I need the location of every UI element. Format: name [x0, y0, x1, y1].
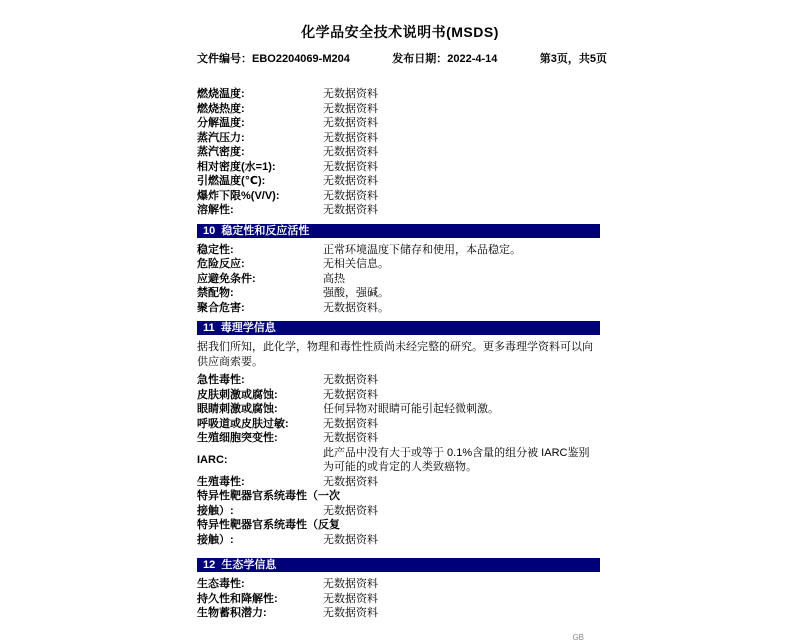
field-value: 无数据资料 — [323, 146, 378, 158]
field-row — [197, 446, 600, 475]
section-ecology — [197, 577, 600, 621]
field-row — [197, 87, 600, 102]
doc-meta-row — [197, 50, 607, 66]
field-label: 应避免条件: — [197, 272, 256, 285]
section-12-header-bar: 12 生态学信息 — [197, 558, 600, 572]
field-value: 任何异物对眼睛可能引起轻微刺激。 — [323, 403, 499, 415]
issue-date-label: 发布日期： — [392, 53, 448, 65]
field-row — [197, 606, 600, 621]
section-10-header-bar: 10 稳定性和反应活性 — [197, 224, 600, 238]
issue-date — [392, 50, 497, 66]
field-row — [197, 417, 600, 432]
field-value: 强酸，强碱。 — [323, 287, 389, 299]
field-label: 燃烧温度: — [197, 88, 245, 100]
field-value: 无数据资料 — [323, 533, 378, 546]
field-label: 蒸汽密度: — [197, 146, 245, 158]
field-value: 无数据资料 — [323, 117, 378, 129]
field-label: 稳定性: — [197, 243, 234, 256]
field-label: 持久性和降解性: — [197, 592, 278, 605]
field-label: 相对密度(水=1): — [197, 160, 276, 173]
field-value: 无数据资料 — [323, 388, 378, 401]
field-value: 无数据资料 — [323, 578, 378, 590]
field-row — [197, 475, 600, 490]
field-value: 无数据资料 — [323, 475, 378, 488]
field-value: 高热 — [323, 272, 345, 285]
field-label: 燃烧热度: — [197, 102, 245, 115]
field-row — [197, 388, 600, 403]
field-label: 生态毒性: — [197, 578, 245, 590]
field-label: 引燃温度(℃): — [197, 175, 266, 187]
field-row — [197, 373, 600, 388]
field-row — [197, 257, 600, 272]
field-label: 特异性靶器官系统毒性（一次接触）: — [197, 490, 340, 517]
section-physical-properties — [197, 87, 600, 218]
issue-date-value: 2022-4-14 — [447, 53, 498, 65]
field-row — [197, 286, 600, 301]
field-label: 生殖细胞突变性: — [197, 432, 278, 444]
field-value: 无数据资料 — [323, 102, 378, 115]
field-value: 无数据资料 — [323, 374, 378, 386]
field-row — [197, 189, 600, 204]
field-row — [197, 160, 600, 175]
section-toxicology — [197, 373, 600, 547]
field-value: 无数据资料 — [323, 88, 378, 100]
field-row — [197, 174, 600, 189]
toxicology-intro-text: 据我们所知，此化学，物理和毒性性质尚未经完整的研究。更多毒理学资料可以向供应商索要。 — [197, 341, 593, 368]
field-label: 爆炸下限%(V/V): — [197, 189, 280, 202]
field-row — [197, 131, 600, 146]
field-row — [197, 301, 600, 316]
field-value: 无数据资料 — [323, 189, 378, 202]
field-value: 无数据资料 — [323, 175, 378, 187]
field-row — [197, 402, 600, 417]
field-row — [197, 431, 600, 446]
field-value: 无数据资料 — [323, 160, 378, 173]
field-row — [197, 203, 600, 218]
field-value: 无数据资料 — [323, 204, 378, 216]
field-row — [197, 518, 600, 547]
field-value: 正常环境温度下储存和使用，本品稳定。 — [323, 243, 521, 256]
field-label: 呼吸道或皮肤过敏: — [197, 417, 289, 430]
field-value: 无数据资料 — [323, 607, 378, 619]
footer-gb-label: GB — [572, 632, 584, 642]
field-row — [197, 489, 600, 518]
field-row — [197, 592, 600, 607]
doc-number-label: 文件编号： — [197, 53, 252, 65]
page-title: 化学品安全技术说明书(MSDS) — [301, 24, 499, 40]
field-label: 聚合危害: — [197, 301, 245, 314]
field-value: 无相关信息。 — [323, 258, 389, 270]
section-11-header-bar: 11 毒理学信息 — [197, 321, 600, 335]
field-row — [197, 272, 600, 287]
field-label: 眼睛刺激或腐蚀: — [197, 403, 278, 415]
field-row — [197, 145, 600, 160]
section-stability-reactivity — [197, 243, 600, 316]
field-label: 禁配物: — [197, 287, 234, 299]
page-number-info: 第3页，共5页 — [539, 53, 607, 65]
field-label: 危险反应: — [197, 258, 245, 270]
field-value: 无数据资料 — [323, 504, 378, 517]
field-value: 此产品中没有大于或等于 0.1%含量的组分被 IARC鉴别为可能的或肯定的人类致癌物。 — [323, 446, 590, 473]
field-value: 无数据资料 — [323, 131, 378, 144]
field-label: 特异性靶器官系统毒性（反复接触）: — [197, 519, 340, 546]
doc-number-value: EBO2204069-M204 — [252, 53, 350, 65]
field-value: 无数据资料。 — [323, 301, 389, 314]
field-row — [197, 116, 600, 131]
field-label: 蒸汽压力: — [197, 131, 245, 144]
field-row — [197, 102, 600, 117]
field-label: 皮肤刺激或腐蚀: — [197, 388, 278, 401]
field-label: 溶解性: — [197, 204, 234, 216]
field-label: 生殖毒性: — [197, 475, 245, 488]
doc-number — [197, 50, 350, 66]
field-row — [197, 243, 600, 258]
field-value: 无数据资料 — [323, 432, 378, 444]
field-label: 分解温度: — [197, 117, 245, 129]
field-value: 无数据资料 — [323, 417, 378, 430]
field-row — [197, 577, 600, 592]
field-value: 无数据资料 — [323, 592, 378, 605]
field-label: 生物蓄积潜力: — [197, 607, 267, 619]
field-label: 急性毒性: — [197, 374, 245, 386]
field-label: IARC: — [197, 453, 228, 466]
